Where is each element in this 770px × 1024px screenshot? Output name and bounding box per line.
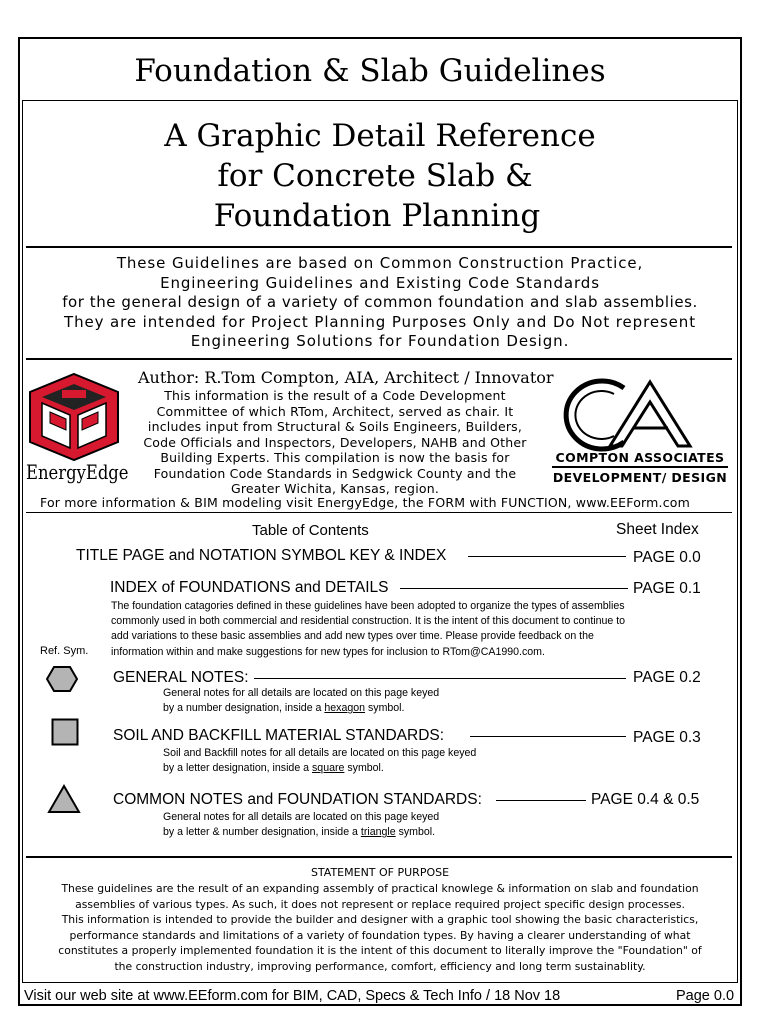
toc-common-desc-line-2 — [163, 825, 439, 840]
intro-text — [22, 254, 738, 352]
divider-3 — [26, 512, 732, 513]
hexagon-keyword: hexagon — [324, 702, 366, 715]
energyedge-logo-text: EnergyEdge — [26, 460, 129, 484]
ref-sym-label: Ref. Sym. — [40, 645, 89, 657]
toc-index-desc-line-1: The foundation catagories defined in these guidelines have been adopted to organize the types of assemblies — [111, 600, 625, 612]
toc-general-desc-text: by a number designation, inside a — [163, 702, 325, 715]
ca-logo-line-1: COMPTON ASSOCIATES — [552, 450, 728, 468]
toc-general-desc-tail: symbol. — [365, 702, 405, 715]
toc-general-notes-label[interactable]: GENERAL NOTES: — [113, 669, 249, 686]
author-line-2: Committee of which RTom, Architect, served as chair. It — [156, 403, 514, 419]
toc-soil-desc-tail: symbol. — [344, 762, 384, 775]
toc-common-desc-text: by a letter & number designation, inside a — [163, 826, 361, 839]
subtitle-line-3: Foundation Planning — [213, 198, 541, 234]
subtitle — [22, 116, 738, 236]
square-icon — [51, 718, 79, 746]
footer-page-number: Page 0.0 — [676, 988, 735, 1004]
intro-line-5: Engineering Solutions for Foundation Design. — [190, 332, 570, 350]
author-text — [134, 388, 536, 497]
toc-index-page[interactable]: PAGE 0.1 — [633, 580, 701, 597]
purpose-line-2: assemblies of various types. As such, it does not represent or replace required project specific design processes. — [75, 897, 685, 911]
toc-general-notes-leader — [254, 678, 626, 679]
toc-index-desc-line-2: commonly used in both commercial and residential construction. It is the intent of this document to continue to — [111, 615, 626, 628]
intro-line-2: Engineering Guidelines and Existing Code Standards — [160, 273, 600, 292]
toc-soil-page[interactable]: PAGE 0.3 — [633, 729, 701, 746]
toc-common-notes-label[interactable]: COMMON NOTES and FOUNDATION STANDARDS: — [113, 791, 482, 808]
more-info-link[interactable]: For more information & BIM modeling visit EnergyEdge, the FORM with FUNCTION, www.EEForm.com — [40, 495, 691, 510]
energyedge-cube-icon — [26, 372, 122, 462]
subtitle-line-1: A Graphic Detail Reference — [164, 118, 596, 154]
toc-index-desc-line-3: add variations to these basic assemblies and add new types over time. Please provide feedback on the — [111, 630, 594, 643]
ca-logo-line-2: DEVELOPMENT/ DESIGN — [552, 470, 728, 485]
footer-website-text[interactable]: Visit our web site at www.EEform.com for BIM, CAD, Specs & Tech Info / 18 Nov 18 — [24, 988, 561, 1004]
divider-2 — [26, 358, 732, 360]
toc-heading: Table of Contents — [252, 522, 369, 539]
author-line-1: This information is the result of a Code Development — [164, 388, 506, 403]
author-line-3: includes input from Structural & Soils Engineers, Builders, — [147, 419, 523, 434]
triangle-icon — [47, 784, 81, 814]
toc-index-label[interactable]: INDEX of FOUNDATIONS and DETAILS — [110, 579, 389, 596]
purpose-line-6: the construction industry, improving performance, comfort, efficiency and long term sustainablity. — [114, 959, 646, 973]
toc-common-notes-description — [163, 810, 439, 840]
toc-common-desc-line-1: General notes for all details are located on this page keyed — [163, 811, 440, 823]
toc-title-page-page[interactable]: PAGE 0.0 — [633, 549, 701, 566]
toc-soil-leader — [470, 736, 626, 737]
ca-monogram-icon — [550, 376, 730, 452]
hexagon-icon — [46, 665, 78, 693]
subtitle-line-2: for Concrete Slab & — [217, 158, 533, 194]
author-heading: Author: R.Tom Compton, AIA, Architect / Innovator — [138, 368, 554, 387]
toc-common-notes-page[interactable]: PAGE 0.4 & 0.5 — [591, 791, 700, 808]
toc-index-leader — [400, 588, 628, 589]
author-line-6: Foundation Code Standards in Sedgwick County and the — [153, 465, 517, 481]
toc-title-page-label[interactable]: TITLE PAGE and NOTATION SYMBOL KEY & INDEX — [76, 547, 447, 564]
toc-soil-desc-line-1: Soil and Backfill notes for all details are located on this page keyed — [163, 747, 477, 759]
toc-soil-description — [163, 746, 476, 776]
toc-soil-desc-text: by a letter designation, inside a — [163, 762, 312, 775]
author-line-7: Greater Wichita, Kansas, region. — [230, 481, 440, 496]
square-keyword: square — [312, 762, 345, 775]
intro-line-3: for the general design of a variety of common foundation and slab assemblies. — [62, 293, 698, 311]
triangle-keyword: triangle — [360, 826, 396, 839]
toc-general-notes-page[interactable]: PAGE 0.2 — [633, 669, 701, 686]
divider-1 — [26, 246, 732, 248]
purpose-line-5: constitutes a properly implemented foundation it is the intent of this document to literally improve the "Foundation" of — [58, 944, 702, 958]
sheet-index-heading: Sheet Index — [616, 521, 699, 538]
toc-general-desc-line-2 — [163, 701, 439, 716]
toc-general-notes-description — [163, 686, 439, 716]
intro-line-1: These Guidelines are based on Common Construction Practice, — [116, 254, 644, 272]
intro-line-4: They are intended for Project Planning Purposes Only and Do Not represent — [64, 312, 696, 331]
page-title: Foundation & Slab Guidelines — [134, 53, 606, 89]
divider-4 — [26, 856, 732, 858]
toc-common-desc-tail: symbol. — [395, 826, 436, 839]
toc-index-desc-line-4: information within and make suggestions for new types for inclusion to RTom@CA1990.com. — [111, 645, 545, 658]
purpose-line-4: performance standards and limitations of a variety of foundation types. By having a clearer understanding of what — [69, 928, 691, 942]
energyedge-logo — [26, 372, 129, 490]
purpose-line-1: These guidelines are the result of an expanding assembly of practical knowlege & information on slab and foundation — [61, 882, 699, 895]
toc-soil-desc-line-2 — [163, 761, 476, 776]
purpose-heading: STATEMENT OF PURPOSE — [310, 866, 450, 879]
toc-common-notes-leader — [496, 800, 586, 801]
author-line-4: Code Officials and Inspectors, Developers, NAHB and Other — [143, 434, 527, 450]
compton-associates-logo — [550, 376, 730, 488]
toc-soil-label[interactable]: SOIL AND BACKFILL MATERIAL STANDARDS: — [113, 727, 445, 744]
toc-general-desc-line-1: General notes for all details are located on this page keyed — [163, 687, 440, 699]
author-line-5: Building Experts. This compilation is now the basis for — [160, 450, 510, 465]
toc-title-page-leader — [468, 556, 626, 557]
purpose-line-3: This information is intended to provide the builder and designer with a graphic tool showing the basic characteristics, — [61, 913, 699, 927]
toc-index-description — [111, 599, 625, 660]
purpose-text — [24, 881, 736, 975]
